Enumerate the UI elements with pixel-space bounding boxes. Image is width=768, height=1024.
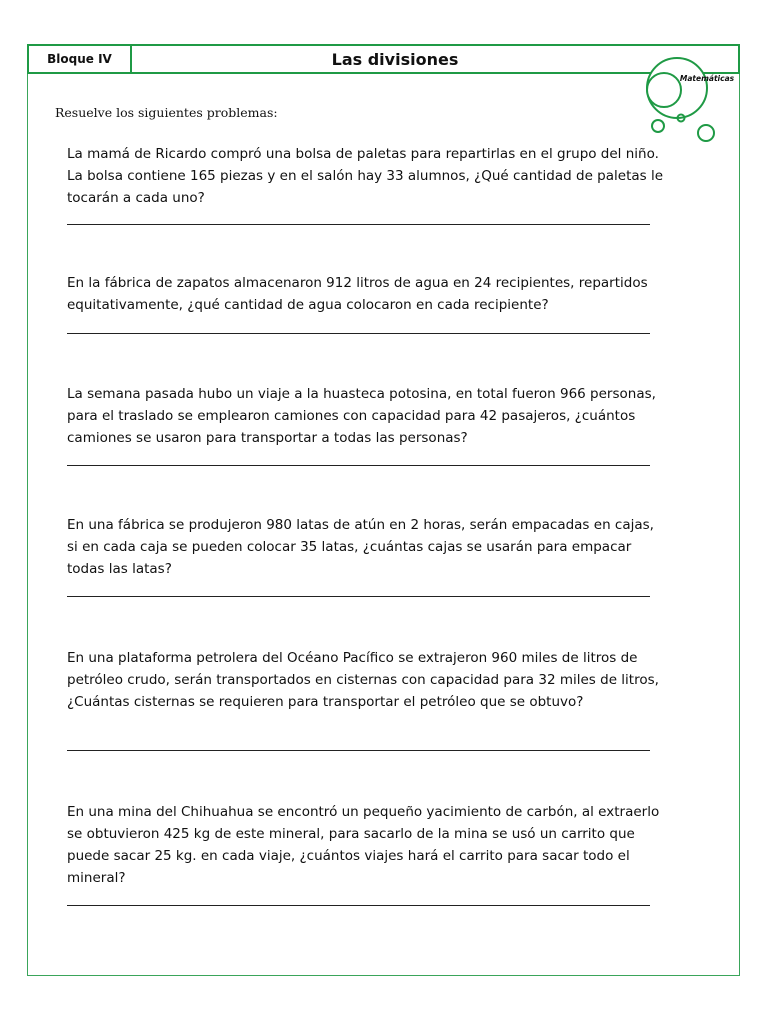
answer-line-6[interactable] bbox=[67, 905, 650, 906]
problem-5: En una plataforma petrolera del Océano Pacífico se extrajeron 960 miles de litros de petróleo crudo, serán transportados en cisternas con capacidad para 32 miles de litros, ¿Cuántas cisternas se requieren para transportar el petróleo que se obtuvo? bbox=[67, 650, 659, 710]
problem-3: La semana pasada hubo un viaje a la huasteca potosina, en total fueron 966 personas, para el traslado se emplearon camiones con capacidad para 42 pasajeros, ¿cuántos camiones se usaron para transportar a todas las personas? bbox=[67, 386, 656, 446]
bubbles-decoration-icon bbox=[640, 46, 750, 146]
block-label: Bloque IV bbox=[27, 44, 132, 74]
answer-line-4[interactable] bbox=[67, 596, 650, 597]
answer-line-3[interactable] bbox=[67, 465, 650, 466]
problem-6: En una mina del Chihuahua se encontró un pequeño yacimiento de carbón, al extraerlo se obtuvieron 425 kg de este mineral, para sacarlo de la mina se usó un carrito que puede sacar 25 kg. en cada viaje, ¿cuántos viajes hará el carrito para sacar todo el mineral? bbox=[67, 804, 660, 886]
problem-2: En la fábrica de zapatos almacenaron 912 litros de agua en 24 recipientes, repartidos equitativamente, ¿qué cantidad de agua colocaron en cada recipiente? bbox=[67, 275, 648, 313]
answer-line-5[interactable] bbox=[67, 750, 650, 751]
problem-4: En una fábrica se produjeron 980 latas de atún en 2 horas, serán empacadas en cajas, si en cada caja se pueden colocar 35 latas, ¿cuántas cajas se usarán para empacar todas las latas? bbox=[67, 517, 654, 577]
answer-line-2[interactable] bbox=[67, 333, 650, 334]
worksheet-title: Las divisiones bbox=[331, 49, 459, 69]
subject-label: Matemáticas bbox=[679, 74, 735, 83]
instructions: Resuelve los siguientes problemas: bbox=[55, 105, 278, 120]
answer-line-1[interactable] bbox=[67, 224, 650, 225]
problem-1: La mamá de Ricardo compró una bolsa de paletas para repartirlas en el grupo del niño. La bolsa contiene 165 piezas y en el salón hay 33 alumnos, ¿Qué cantidad de paletas le tocarán a cada uno? bbox=[67, 146, 664, 206]
worksheet-header bbox=[27, 44, 740, 76]
